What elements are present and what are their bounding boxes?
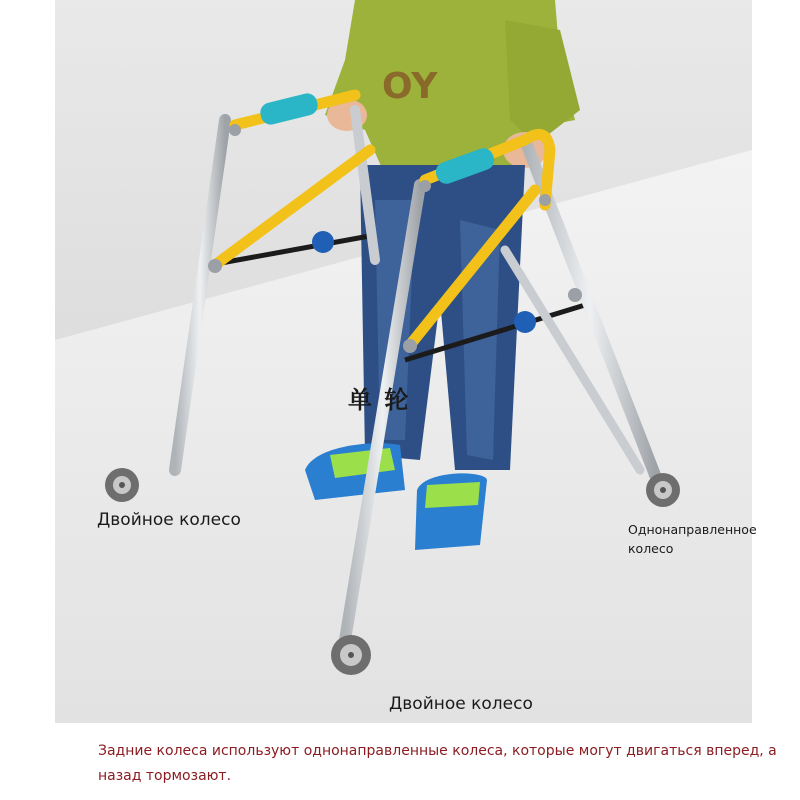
walker-illustration bbox=[55, 0, 752, 723]
left-knob bbox=[312, 231, 334, 253]
front-wheel-label: Двойное колесо bbox=[389, 694, 533, 714]
wheel-icon bbox=[105, 468, 139, 502]
overlay-text: 单 轮 bbox=[348, 385, 411, 414]
caption: Задние колеса используют однонаправленные колеса, которые могут двигаться вперед, а назад тормозают. bbox=[98, 743, 777, 784]
walker-photo bbox=[55, 0, 752, 723]
rear-right-wheel bbox=[646, 473, 680, 507]
shirt-print: OY bbox=[382, 66, 438, 107]
rear-right-wheel-label: Однонаправленное колесо bbox=[628, 522, 757, 556]
right-knob bbox=[514, 311, 536, 333]
left-wheel-label: Двойное колесо bbox=[97, 510, 241, 530]
front-wheel bbox=[331, 635, 371, 675]
